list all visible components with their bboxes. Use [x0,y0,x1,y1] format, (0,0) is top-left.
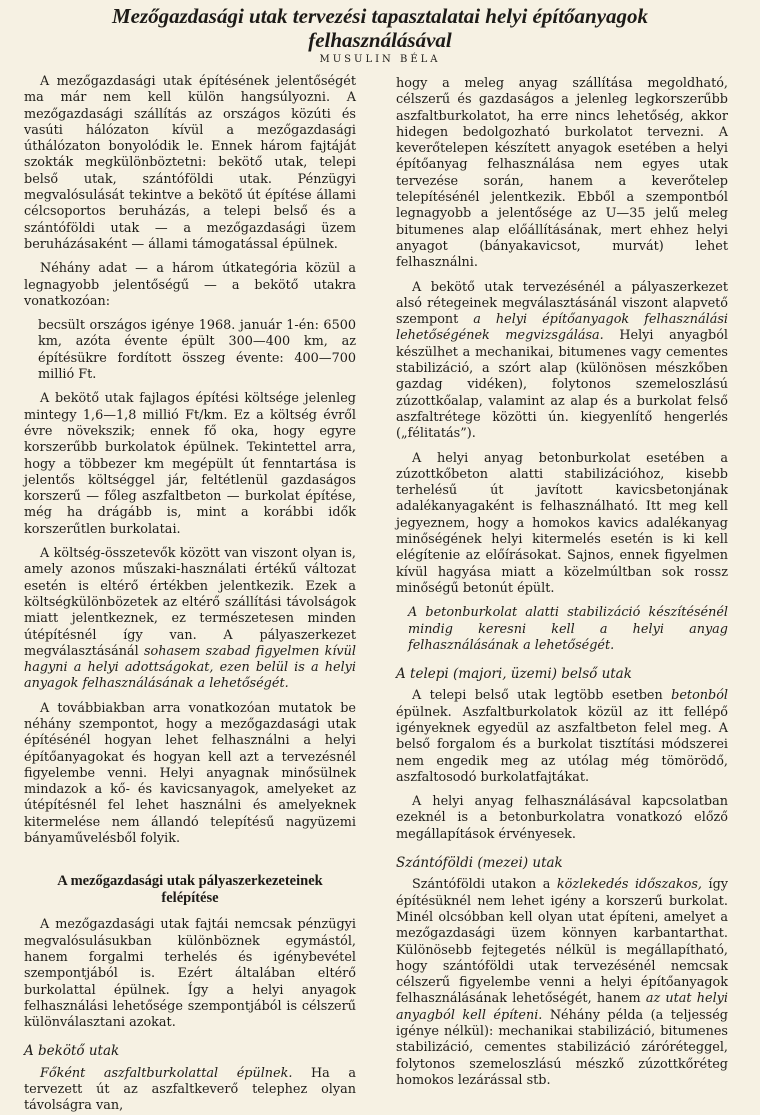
emphasis-text: betonból [671,688,728,704]
paragraph-text: A költség-összetevők között van viszont olyan is, amely azonos műszaki-használati értékű változat esetén is eltérő értékben jelentkezik. Ezek a költségkülönbözetek az eltérő szállítási távolságok miatt jelentkeznek, ez természetesen minden útépítésnél így van. A pályaszerkezet megválasztásánál [24,546,356,659]
title-line-2: felhasználásával [308,28,452,52]
paragraph-text: épülnek. Aszfaltburkolatok közül az itt fellépő igényeknek egyedül az aszfaltbeton felel meg. A belső forgalom és a burkolat tisztítási módszerei nem engedik meg az utólag még tömörödő, aszfaltosodó burkolatfajtákat. [396,704,728,785]
emphasis-paragraph [396,605,728,654]
paragraph-text: Ha a tervezett út az aszfaltkeverő telephez olyan távolságra van, [24,1065,356,1114]
paragraph: A bekötő utak fajlagos építési költsége jelenleg mintegy 1,6—1,8 millió Ft/km. Ez a költség évről évre növekszik; ennek fő oka, hogy egyre korszerűbb burkolatok épülnek. Tekintettel arra, hogy a többezer km megépült út fenntartása is jelentős költséggel jár, feltétlenül gazdaságos korszerű — főleg aszfaltbeton — burkolat építése, még ha drágább is, mint a korábbi idők korszerűtlen burkolatai. [24,391,356,537]
left-column [24,74,356,1114]
subsection-heading: A telepi (majori, üzemi) belső utak [396,666,632,683]
paragraph: A mezőgazdasági utak fajtái nemcsak pénzügyi megvalósulásukban különböznek egymástól, hanem forgalmi terhelés és igénybevétel szempontjából is. Ezért általában eltérő burkolattal épülnek. Így a helyi anyagok felhasználási lehetősége szempontjából is célszerű különválasztani azokat. [24,917,356,1031]
emphasis-text: sohasem szabad figyelmen kívül hagyni a helyi adottságokat, ezen belül is a helyi anyagok felhasználásának a lehetőségét. [24,643,356,692]
emphasis-text: az utat helyi anyagból kell építeni. [396,991,728,1023]
data-paragraph: becsült országos igénye 1968. január 1-én: 6500 km, azóta évente épült 300—400 km, az építésükre fordított összeg évente: 400—700 millió Ft. [38,318,356,383]
paragraph-text: Szántóföldi utakon a [412,877,557,893]
paragraph [24,1066,356,1115]
paragraph: hogy a meleg anyag szállítása megoldható, célszerű és gazdaságos a jelenleg legkorszerűbb aszfaltburkolatot, ha erre nincs lehetőség, akkor hidegen bedolgozható burkolatot tervezni. A keverőtelepen készített anyagok esetében a helyi építőanyag felhasználása nem egyes utak tervezése során, hanem a keverőtelep telepítésénél jelentkezik. Ebből a szempontból legnagyobb a jelentősége az U—35 jelű meleg bitumenes alap előállításának, mert ehhez helyi anyagot (bányakavicsot, murvát) lehet felhasználni. [396,76,728,271]
paragraph: A továbbiakban arra vonatkozóan mutatok be néhány szempontot, hogy a mezőgazdasági utak építésénél hogyan lehet felhasználni a helyi építőanyagokat és hogyan kell azt a tervezésnél figyelembe venni. Helyi anyagnak minősülnek mindazok a kő- és kavicsanyagok, amelyeket az útépítésnél fel lehet használni és amelyeknek kitermelése nem állandó telepítésű nagyüzemi bányaművelésből folyik. [24,700,356,847]
paragraph-text: A bekötő utak tervezésénél a pályaszerkezet alsó rétegeinek megválasztásánál viszont alapvető szempont [396,279,728,328]
title-line-1: Mezőgazdasági utak tervezési tapasztalatai helyi építőanyagok [111,4,649,28]
emphasis-text: a helyi építőanyagok felhasználási lehetőségének megvizsgálása. [396,312,728,344]
author-name: MUSULIN BÉLA [319,54,441,65]
paragraph-text: Helyi anyagból készülhet a mechanikai, bitumenes vagy cementes stabilizáció, a szórt alap (különösen mészkőben gazdag vidéken), folytonos szemeloszlású zúzottkőalap, valamint az alap és a burkolat felső aszfaltrétege közötti ún. kiegyenlítő hengerlés („félitatás”). [396,328,728,442]
paragraph [396,280,728,443]
right-column [396,76,728,1088]
subsection-heading: Szántóföldi (mezei) utak [396,855,563,872]
paragraph: A helyi anyag betonburkolat esetében a zúzottkőbeton alatti stabilizációhoz, kisebb terhelésű út javított kavicsbetonjának adalékanyagaként is felhasználható. Itt meg kell jegyeznem, hogy a homokos kavics adalékanyag minőségének helyi kitermelés esetén is ki kell elégítenie az előírásokat. Sajnos, ennek figyelmen kívül hagyása miatt a közelmúltban sok rossz minőségű betonút épült. [396,450,728,596]
article-title [80,4,680,52]
paragraph-text: Néhány példa (a teljesség igénye nélkül): mechanikai stabilizáció, bitumenes stabilizáció, cementes stabilizáció záróréteggel, folytonos szemeloszlású mészkő zúzottkőréteg homokos lezárással stb. [396,1007,728,1088]
paragraph-text: A telepi belső utak legtöbb esetben [412,688,672,704]
paragraph [24,546,356,693]
paragraph [396,877,728,1089]
paragraph: A mezőgazdasági utak építésének jelentőségét ma már nem kell külön hangsúlyozni. A mezőgazdasági szállítás az országos közúti és vasúti hálózaton kívül a mezőgazdasági úthálózaton bonyolódik le. Ennek három fajtáját szokták megkülönböztetni: bekötő utak, telepi belső utak, szántóföldi utak. Pénzügyi megvalósulását tekintve a bekötő út építése állami célcsoportos beruházás, a telepi belső és a szántóföldi utak — a mezőgazdasági üzem beruházásaként — állami támogatással épülnek. [24,74,356,252]
paragraph-text: így építésüknél nem lehet igény a korszerű burkolat. Minél olcsóbban kell olyan utat építeni, amelyet a mezőgazdasági üzem könnyen karbantarthat. Különösebb fejtegetés nélkül is megállapítható, hogy szántóföldi utak tervezésénél nemcsak célszerű figyelembe venni a helyi építőanyagok felhasználásának lehetőségét, hanem [396,877,728,1007]
paragraph [396,688,728,786]
emphasis-text: A betonburkolat alatti stabilizáció készítésénél mindig keresni kell a helyi anyag felhasználásának a lehetőségét. [408,605,728,653]
paragraph: A helyi anyag felhasználásával kapcsolatban ezeknél is a betonburkolatra vonatkozó előző megállapítások érvényesek. [396,794,728,842]
section-heading [24,873,356,907]
section-heading-line-1: A mezőgazdasági utak pályaszerkezeteinek [57,873,323,890]
emphasis-text: közlekedés időszakos, [556,877,702,893]
emphasis-text: Főként aszfaltburkolattal épülnek. [40,1065,293,1081]
subsection-heading: A bekötő utak [24,1043,120,1060]
paragraph: Néhány adat — a három útkategória közül a legnagyobb jelentőségű — a bekötő utakra vonatkozóan: [24,261,356,309]
section-heading-line-2: felépítése [161,890,219,907]
